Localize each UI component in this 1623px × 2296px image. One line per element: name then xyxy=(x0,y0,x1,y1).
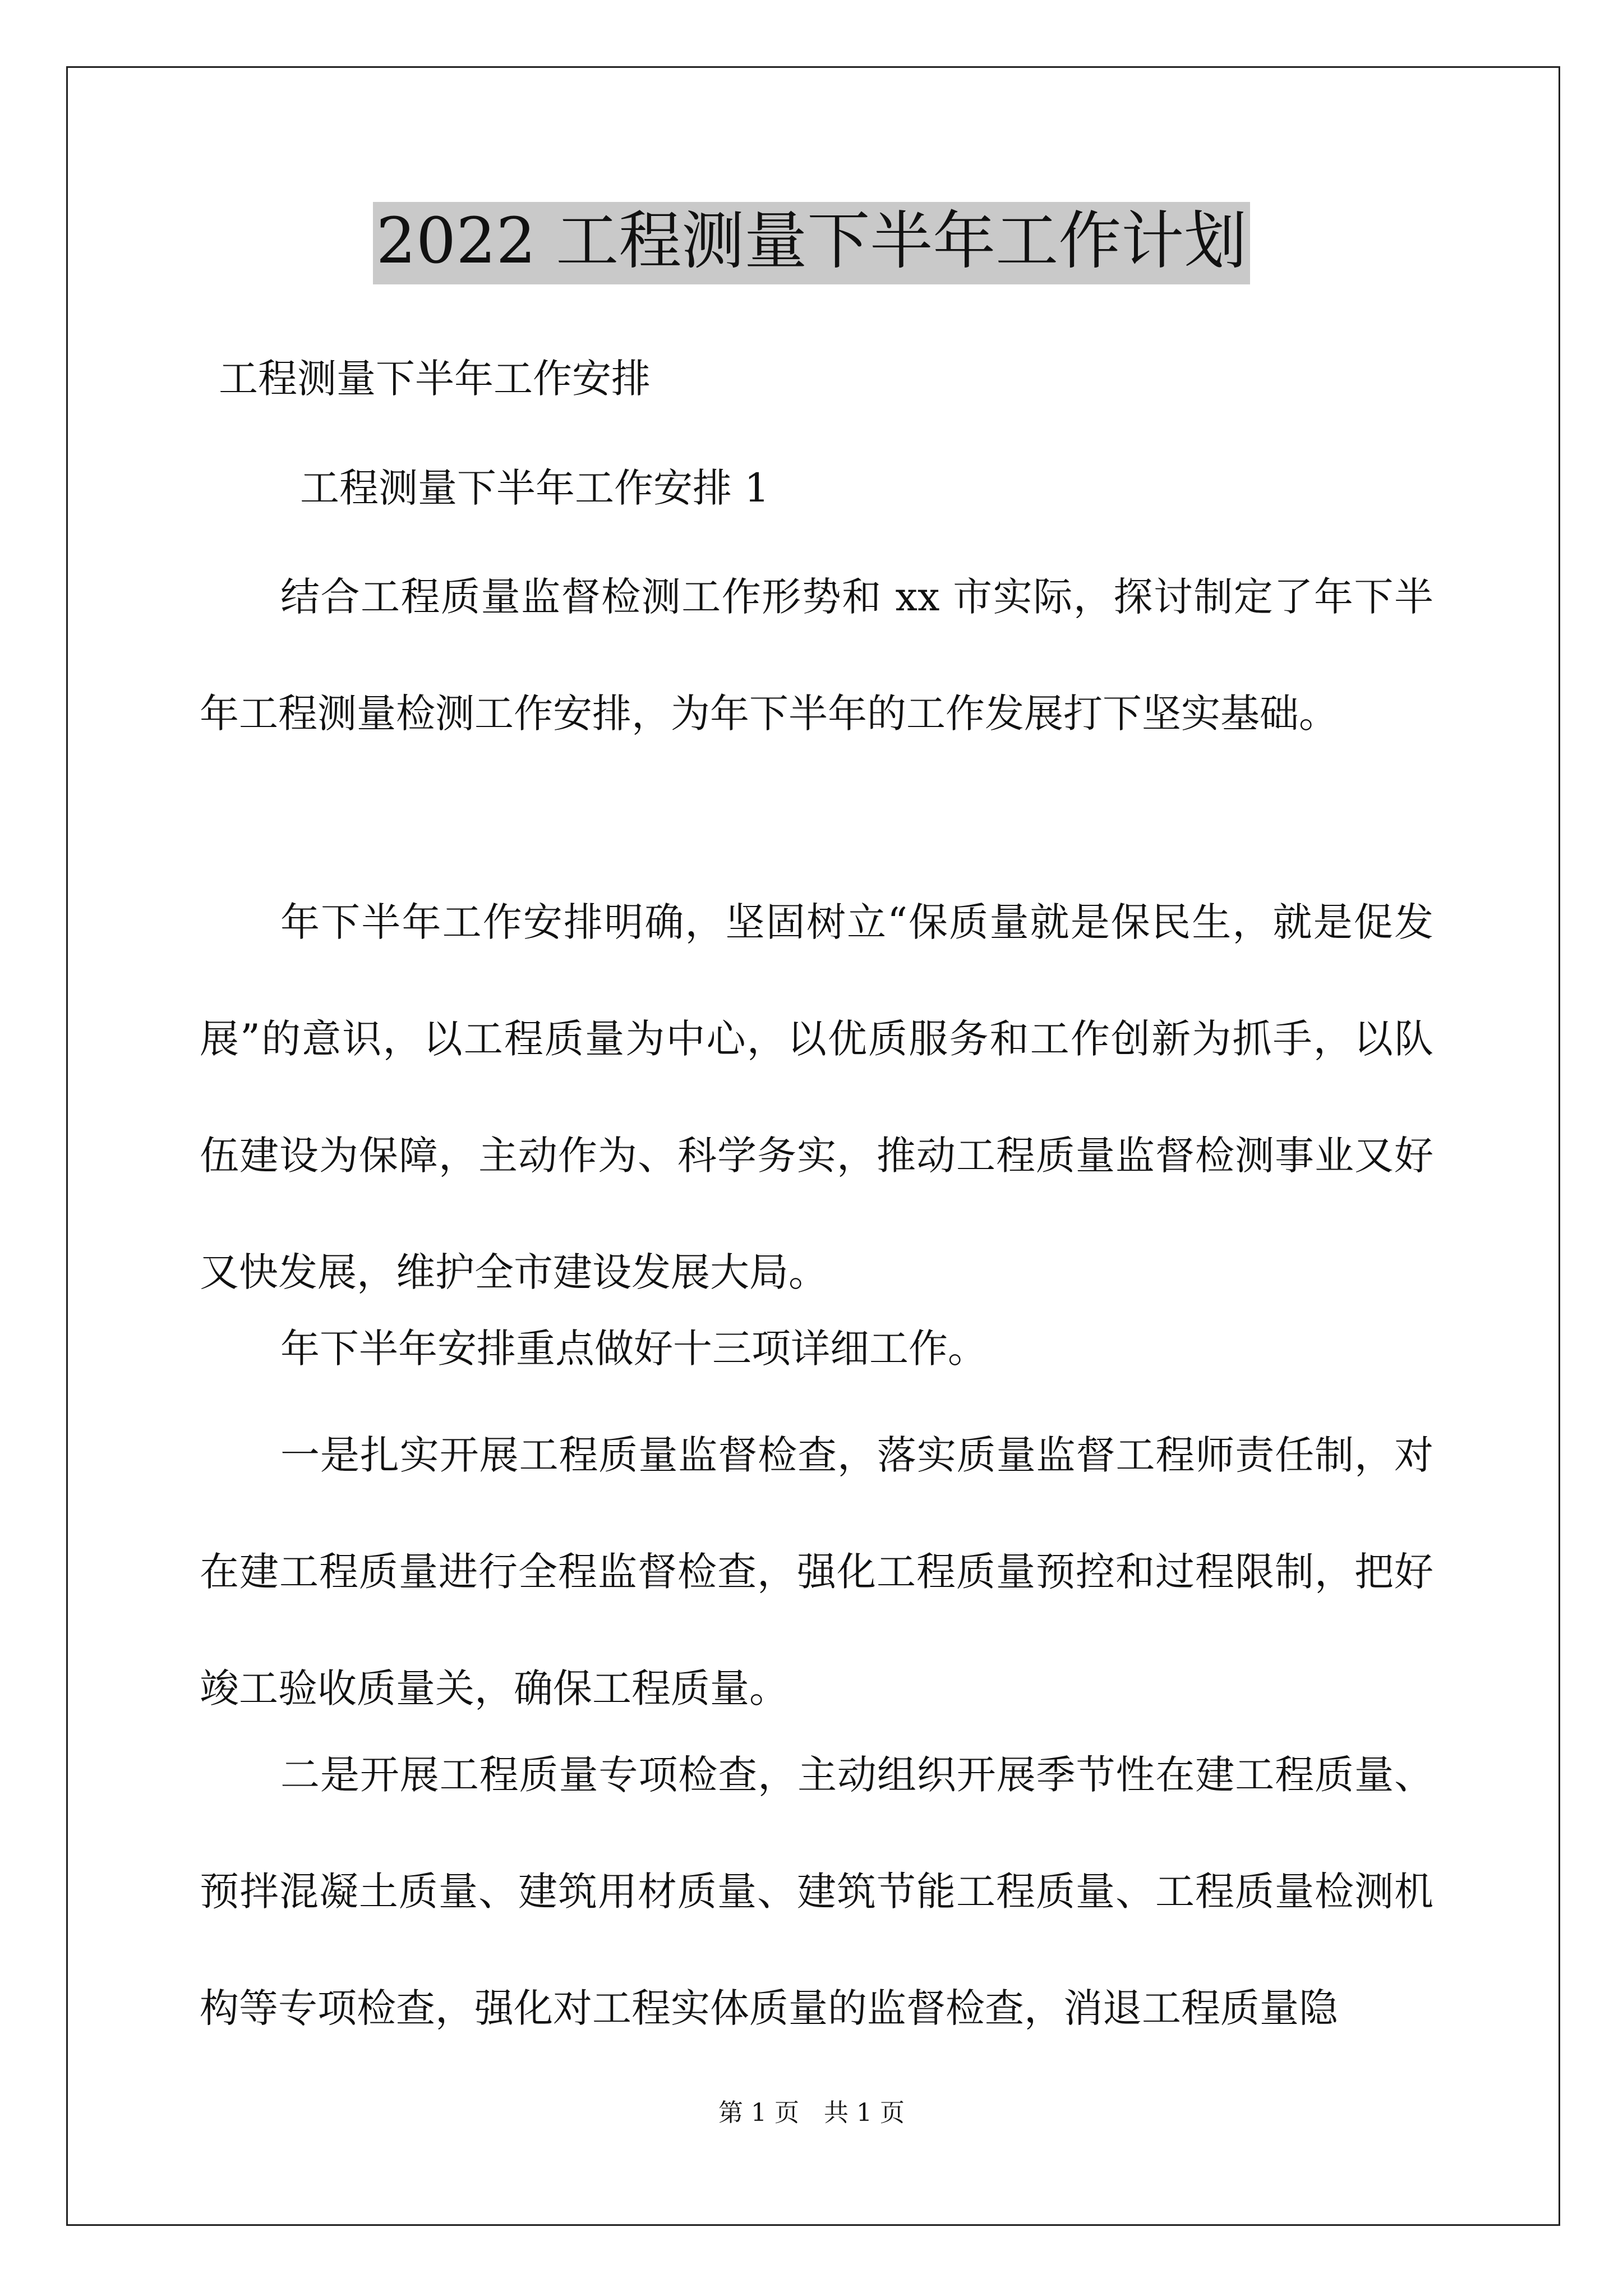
paragraph-task-one: 一是扎实开展工程质量监督检查，落实质量监督工程师责任制，对在建工程质量进行全程监督检查，强化工程质量预控和过程限制，把好竣工验收质量关，确保工程质量。 xyxy=(200,1432,1433,1711)
paragraph-goals: 年下半年工作安排明确，坚固树立“保质量就是保民生，就是促发展”的意识，以工程质量为中心，以优质服务和工作创新为抓手，以队伍建设为保障，主动作为、科学务实，推动工程质量监督检测事业又好又快发展，维护全市建设发展大局。 xyxy=(200,899,1433,1295)
document-subtitle: 工程测量下半年工作安排 xyxy=(219,356,651,402)
document-title xyxy=(0,202,1623,284)
paragraph-tasks-summary: 年下半年安排重点做好十三项详细工作。 xyxy=(280,1326,987,1372)
document-title-text: 2022 工程测量下半年工作计划 xyxy=(373,202,1251,284)
page-footer: 第 1 页 共 1 页 xyxy=(718,2099,905,2127)
section-heading: 工程测量下半年工作安排 1 xyxy=(300,465,769,511)
paragraph-intro: 结合工程质量监督检测工作形势和 xx 市实际，探讨制定了年下半年工程测量检测工作安排，为年下半年的工作发展打下坚实基础。 xyxy=(200,574,1433,737)
paragraph-task-two: 二是开展工程质量专项检查，主动组织开展季节性在建工程质量、预拌混凝土质量、建筑用材质量、建筑节能工程质量、工程质量检测机构等专项检查，强化对工程实体质量的监督检查，消退工程质量隐 xyxy=(200,1752,1433,2031)
